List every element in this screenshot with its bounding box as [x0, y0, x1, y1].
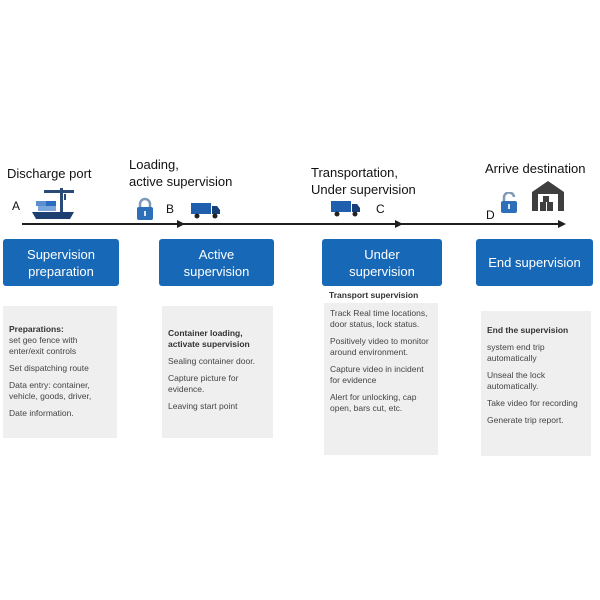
stage-box-line: supervision	[183, 263, 250, 279]
stage-title-line: Under supervision	[311, 182, 416, 197]
detail-heading: Preparations:	[9, 324, 64, 334]
detail-item: set geo fence with enter/exit controls	[9, 335, 78, 356]
stage-box-under-supervision	[322, 239, 442, 286]
detail-item: Sealing container door.	[168, 356, 255, 366]
stage-title-line: active supervision	[129, 174, 233, 189]
timeline-arrow	[395, 220, 403, 228]
detail-item: Positively video to monitor around environment.	[330, 336, 429, 357]
stage-title-line: Loading,	[129, 157, 179, 172]
point-label-c: C	[376, 202, 385, 216]
truck-icon	[331, 199, 361, 217]
detail-heading: Container loading, activate supervision	[168, 328, 250, 349]
lock-closed-icon	[134, 197, 156, 221]
lock-open-icon	[499, 192, 519, 214]
point-label-a: A	[12, 199, 21, 213]
detail-heading: End the supervision	[487, 325, 569, 335]
timeline-arrow	[558, 220, 566, 228]
warehouse-icon	[531, 180, 565, 212]
timeline-line	[22, 223, 558, 225]
stage-box-line: Active	[198, 246, 235, 262]
stage-box-line: Under	[364, 246, 400, 262]
detail-item: Leaving start point	[168, 401, 238, 411]
detail-panel-preparation	[3, 306, 117, 438]
detail-item: Track Real time locations, door status, lock status.	[330, 308, 428, 329]
stage-box-active-supervision	[159, 239, 274, 286]
stage-box-line: preparation	[28, 263, 94, 279]
detail-item: Capture video in incident for evidence	[330, 364, 424, 385]
port-crane-icon	[30, 186, 76, 222]
detail-item: Generate trip report.	[487, 415, 564, 425]
stage-title-transportation	[311, 164, 416, 198]
detail-item: Capture picture for evidence.	[168, 373, 239, 394]
detail-panel-end	[481, 311, 591, 456]
truck-icon	[191, 201, 221, 219]
stage-title-line: Transportation,	[311, 165, 398, 180]
detail-item: Unseal the lock automatically.	[487, 370, 546, 391]
stage-box-supervision-preparation	[3, 239, 119, 286]
stage-box-line: End supervision	[488, 255, 581, 270]
detail-panel-active	[162, 306, 273, 438]
detail-item: system end trip automatically	[487, 342, 545, 363]
detail-panel-under	[324, 303, 438, 455]
stage-box-line: Supervision	[27, 246, 95, 262]
detail-item: Set dispatching route	[9, 363, 89, 373]
stage-title-line: Arrive destination	[485, 161, 586, 176]
stage-title-discharge-port	[7, 165, 92, 182]
stage-box-line: supervision	[349, 263, 415, 279]
point-label-b: B	[166, 202, 175, 216]
detail-heading: Transport supervision	[329, 290, 419, 300]
detail-item: Alert for unlocking, cap open, bars cut, etc.	[330, 392, 417, 413]
detail-item: Date information.	[9, 408, 74, 418]
stage-title-loading	[129, 156, 232, 190]
point-label-d: D	[486, 208, 495, 222]
stage-title-arrive-destination	[485, 160, 585, 177]
detail-item: Data entry: container, vehicle, goods, driver,	[9, 380, 92, 401]
stage-title-line: Discharge port	[7, 166, 92, 181]
stage-box-end-supervision	[476, 239, 593, 286]
detail-item: Take video for recording	[487, 398, 578, 408]
timeline-arrow	[177, 220, 185, 228]
